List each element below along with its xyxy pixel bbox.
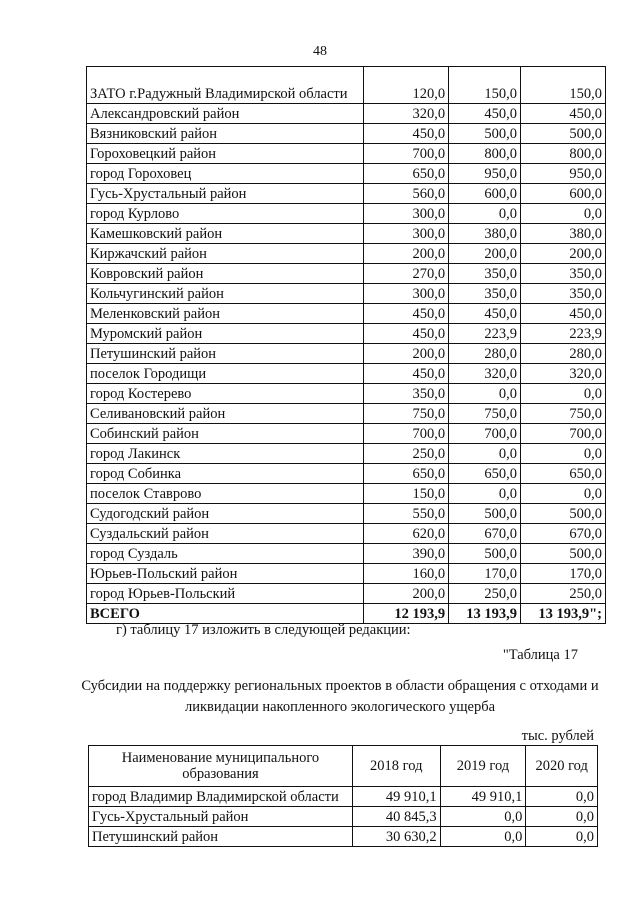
table-row — [87, 444, 606, 464]
table-row — [87, 244, 606, 264]
value-2018-cell: 30 630,2 — [352, 827, 440, 847]
value-2018-cell: 750,0 — [364, 404, 449, 424]
value-2018-cell: 450,0 — [364, 304, 449, 324]
municipality-cell: Меленковский район — [87, 304, 364, 324]
value-2018-cell: 300,0 — [364, 204, 449, 224]
municipality-cell: поселок Городищи — [87, 364, 364, 384]
units-label: тыс. рублей — [521, 728, 594, 744]
header-municipality: Наименование муниципального образования — [89, 746, 353, 787]
municipality-cell: город Юрьев-Польский — [87, 584, 364, 604]
value-2020-cell: 0,0 — [526, 827, 598, 847]
value-2019-cell: 150,0 — [449, 67, 521, 104]
municipality-cell: Судогодский район — [87, 504, 364, 524]
municipality-cell: город Лакинск — [87, 444, 364, 464]
table-row — [87, 464, 606, 484]
value-2018-cell: 550,0 — [364, 504, 449, 524]
municipality-cell: ВСЕГО — [87, 604, 364, 624]
municipality-cell: Ковровский район — [87, 264, 364, 284]
value-2018-cell: 250,0 — [364, 444, 449, 464]
table-header-row — [89, 746, 598, 787]
value-2018-cell: 350,0 — [364, 384, 449, 404]
table-row — [87, 384, 606, 404]
table-row — [87, 504, 606, 524]
value-2019-cell: 170,0 — [449, 564, 521, 584]
table-row — [87, 184, 606, 204]
value-2019-cell: 320,0 — [449, 364, 521, 384]
table-row — [87, 344, 606, 364]
table-row — [87, 404, 606, 424]
value-2020-cell: 700,0 — [521, 424, 606, 444]
value-2018-cell: 200,0 — [364, 244, 449, 264]
value-2020-cell: 350,0 — [521, 284, 606, 304]
value-2020-cell: 0,0 — [521, 204, 606, 224]
table-row — [87, 144, 606, 164]
municipality-cell: Собинский район — [87, 424, 364, 444]
page-number: 48 — [313, 44, 327, 59]
value-2020-cell: 150,0 — [521, 67, 606, 104]
value-2018-cell: 620,0 — [364, 524, 449, 544]
value-2019-cell: 350,0 — [449, 264, 521, 284]
value-2020-cell: 13 193,9"; — [521, 604, 606, 624]
value-2019-cell: 700,0 — [449, 424, 521, 444]
table-row — [87, 364, 606, 384]
value-2020-cell: 350,0 — [521, 264, 606, 284]
value-2018-cell: 650,0 — [364, 164, 449, 184]
value-2018-cell: 49 910,1 — [352, 787, 440, 807]
value-2019-cell: 0,0 — [449, 484, 521, 504]
municipality-cell: Камешковский район — [87, 224, 364, 244]
value-2019-cell: 800,0 — [449, 144, 521, 164]
table-row — [87, 104, 606, 124]
header-2018: 2018 год — [352, 746, 440, 787]
value-2020-cell: 650,0 — [521, 464, 606, 484]
value-2019-cell: 250,0 — [449, 584, 521, 604]
value-2020-cell: 0,0 — [526, 807, 598, 827]
value-2019-cell: 49 910,1 — [440, 787, 526, 807]
table-reference: "Таблица 17 — [502, 647, 578, 663]
header-2019: 2019 год — [440, 746, 526, 787]
table-row — [87, 484, 606, 504]
table-row — [87, 67, 606, 104]
table-row — [87, 584, 606, 604]
table-row — [87, 524, 606, 544]
waste-subsidy-table — [88, 745, 598, 847]
value-2018-cell: 270,0 — [364, 264, 449, 284]
municipality-cell: город Собинка — [87, 464, 364, 484]
value-2020-cell: 500,0 — [521, 544, 606, 564]
value-2019-cell: 0,0 — [449, 384, 521, 404]
value-2019-cell: 670,0 — [449, 524, 521, 544]
municipality-cell: город Костерево — [87, 384, 364, 404]
value-2018-cell: 450,0 — [364, 364, 449, 384]
municipality-cell: город Курлово — [87, 204, 364, 224]
value-2019-cell: 0,0 — [449, 204, 521, 224]
table-row — [87, 424, 606, 444]
value-2020-cell: 0,0 — [521, 484, 606, 504]
table-row — [87, 324, 606, 344]
municipality-cell: Гусь-Хрустальный район — [89, 807, 353, 827]
value-2019-cell: 450,0 — [449, 104, 521, 124]
municipality-cell: Кольчугинский район — [87, 284, 364, 304]
value-2018-cell: 150,0 — [364, 484, 449, 504]
municipality-cell: Киржачский район — [87, 244, 364, 264]
value-2019-cell: 280,0 — [449, 344, 521, 364]
table-row — [87, 164, 606, 184]
municipality-cell: город Гороховец — [87, 164, 364, 184]
table-row — [89, 827, 598, 847]
value-2020-cell: 380,0 — [521, 224, 606, 244]
value-2020-cell: 670,0 — [521, 524, 606, 544]
value-2018-cell: 160,0 — [364, 564, 449, 584]
value-2018-cell: 320,0 — [364, 104, 449, 124]
value-2020-cell: 0,0 — [521, 444, 606, 464]
header-2020: 2020 год — [526, 746, 598, 787]
value-2020-cell: 0,0 — [521, 384, 606, 404]
value-2020-cell: 950,0 — [521, 164, 606, 184]
table-row — [87, 264, 606, 284]
municipality-cell: город Суздаль — [87, 544, 364, 564]
value-2020-cell: 600,0 — [521, 184, 606, 204]
value-2018-cell: 700,0 — [364, 144, 449, 164]
value-2019-cell: 600,0 — [449, 184, 521, 204]
subsidy-table-continued — [86, 66, 606, 624]
value-2019-cell: 380,0 — [449, 224, 521, 244]
value-2019-cell: 950,0 — [449, 164, 521, 184]
municipality-cell: город Владимир Владимирской области — [89, 787, 353, 807]
value-2019-cell: 0,0 — [449, 444, 521, 464]
value-2020-cell: 500,0 — [521, 124, 606, 144]
value-2020-cell: 800,0 — [521, 144, 606, 164]
value-2018-cell: 200,0 — [364, 584, 449, 604]
municipality-cell: ЗАТО г.Радужный Владимирской области — [87, 67, 364, 104]
table-row — [87, 604, 606, 624]
table-row — [87, 204, 606, 224]
table-row — [87, 564, 606, 584]
table-row — [87, 284, 606, 304]
value-2019-cell: 13 193,9 — [449, 604, 521, 624]
municipality-cell: Александровский район — [87, 104, 364, 124]
value-2018-cell: 120,0 — [364, 67, 449, 104]
municipality-cell: Вязниковский район — [87, 124, 364, 144]
value-2020-cell: 450,0 — [521, 304, 606, 324]
municipality-cell: Гороховецкий район — [87, 144, 364, 164]
value-2019-cell: 200,0 — [449, 244, 521, 264]
value-2019-cell: 350,0 — [449, 284, 521, 304]
value-2019-cell: 500,0 — [449, 544, 521, 564]
value-2018-cell: 390,0 — [364, 544, 449, 564]
value-2020-cell: 280,0 — [521, 344, 606, 364]
value-2020-cell: 750,0 — [521, 404, 606, 424]
value-2019-cell: 500,0 — [449, 504, 521, 524]
table-row — [87, 544, 606, 564]
table-row — [87, 224, 606, 244]
amendment-instruction: г) таблицу 17 изложить в следующей редакции: — [116, 622, 411, 638]
value-2018-cell: 200,0 — [364, 344, 449, 364]
value-2020-cell: 450,0 — [521, 104, 606, 124]
value-2020-cell: 320,0 — [521, 364, 606, 384]
municipality-cell: Гусь-Хрустальный район — [87, 184, 364, 204]
value-2019-cell: 0,0 — [440, 807, 526, 827]
table-row — [87, 304, 606, 324]
value-2018-cell: 450,0 — [364, 124, 449, 144]
table-row — [89, 807, 598, 827]
municipality-cell: Петушинский район — [87, 344, 364, 364]
table-row — [89, 787, 598, 807]
value-2020-cell: 170,0 — [521, 564, 606, 584]
value-2020-cell: 500,0 — [521, 504, 606, 524]
value-2018-cell: 40 845,3 — [352, 807, 440, 827]
municipality-cell: поселок Ставрово — [87, 484, 364, 504]
value-2020-cell: 200,0 — [521, 244, 606, 264]
value-2019-cell: 450,0 — [449, 304, 521, 324]
municipality-cell: Петушинский район — [89, 827, 353, 847]
value-2018-cell: 12 193,9 — [364, 604, 449, 624]
value-2018-cell: 560,0 — [364, 184, 449, 204]
municipality-cell: Селивановский район — [87, 404, 364, 424]
value-2019-cell: 0,0 — [440, 827, 526, 847]
value-2019-cell: 223,9 — [449, 324, 521, 344]
value-2020-cell: 0,0 — [526, 787, 598, 807]
value-2018-cell: 300,0 — [364, 224, 449, 244]
value-2019-cell: 500,0 — [449, 124, 521, 144]
municipality-cell: Суздальский район — [87, 524, 364, 544]
municipality-cell: Юрьев-Польский район — [87, 564, 364, 584]
value-2020-cell: 223,9 — [521, 324, 606, 344]
value-2019-cell: 750,0 — [449, 404, 521, 424]
value-2019-cell: 650,0 — [449, 464, 521, 484]
value-2018-cell: 450,0 — [364, 324, 449, 344]
table-row — [87, 124, 606, 144]
value-2018-cell: 700,0 — [364, 424, 449, 444]
value-2018-cell: 300,0 — [364, 284, 449, 304]
value-2020-cell: 250,0 — [521, 584, 606, 604]
municipality-cell: Муромский район — [87, 324, 364, 344]
table-caption: Субсидии на поддержку региональных проектов в области обращения с отходами и ликвидации накопленного экологического ущерба — [81, 678, 599, 715]
value-2018-cell: 650,0 — [364, 464, 449, 484]
